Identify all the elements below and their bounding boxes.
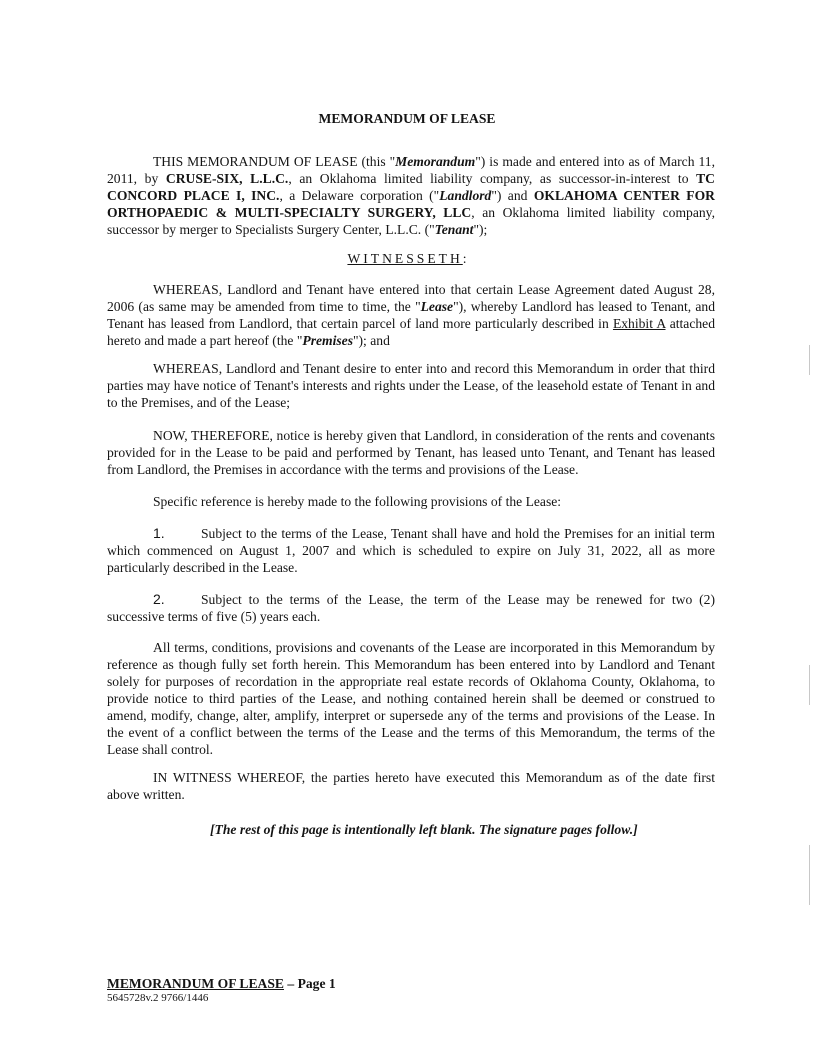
scan-margin-mark [809, 665, 810, 705]
provision-1-text: Subject to the terms of the Lease, Tenant shall have and hold the Premises for an initial term which commenced on August 1, 2007 and which is scheduled to expire on July 31, 2022, all as more particularly described in the Lease. [107, 526, 715, 575]
footer-title: MEMORANDUM OF LEASE [107, 976, 284, 991]
specific-reference-paragraph [107, 493, 715, 510]
intro-text-6: , an Oklahoma limited liability company, successor by merger to Specialists Surgery Center, L.L.C. (" [107, 205, 715, 237]
in-witness-text: IN WITNESS WHEREOF, the parties hereto have executed this Memorandum as of the date first above written. [107, 770, 715, 802]
witnesseth-heading [107, 250, 707, 267]
page-footer [107, 975, 336, 1005]
document-title: MEMORANDUM OF LEASE [318, 111, 496, 126]
intro-text-2: ") is made and entered into as of March 11, 2011, by [107, 154, 715, 186]
provision-1 [107, 525, 715, 576]
in-witness-paragraph [107, 769, 715, 803]
now-therefore-text: NOW, THEREFORE, notice is hereby given that Landlord, in consideration of the rents and covenants provided for in the Lease to be paid and performed by Tenant, has leased unto Tenant, and Tenant has leased from Landlord, the Premises in accordance with the terms and provisions of the Lease. [107, 428, 715, 477]
intro-text-5: ") and [491, 188, 534, 203]
memorandum-term: Memorandum [395, 154, 476, 169]
whereas-paragraph-1 [107, 281, 715, 349]
whereas1-text-1: WHEREAS, Landlord and Tenant have entered into that certain Lease Agreement dated August 28, 2006 (as same may be amended from time to time, the " [107, 282, 715, 314]
now-therefore-paragraph [107, 427, 715, 478]
footer-page-label: – Page 1 [283, 976, 336, 991]
premises-term: Premises [302, 333, 353, 348]
intro-text-4: , a Delaware corporation (" [279, 188, 440, 203]
intro-text-7: "); [473, 222, 488, 237]
provision-2-number: 2. [153, 591, 165, 607]
footer-doc-id: 5645728v.2 9766/1446 [107, 992, 209, 1004]
lease-term: Lease [420, 299, 454, 314]
whereas1-text-3: attached hereto and made a part hereof (the " [107, 316, 715, 348]
whereas-paragraph-2 [107, 360, 715, 411]
whereas1-text-2: "), whereby Landlord has leased to Tenant, and Tenant has leased from Landlord, that certain parcel of land more particularly described in [107, 299, 716, 331]
witnesseth-colon: : [462, 251, 467, 266]
exhibit-a-reference: Exhibit A [612, 316, 666, 331]
provision-2 [107, 591, 715, 625]
blank-page-note: [The rest of this page is intentionally left blank. The signature pages follow.] [210, 822, 638, 837]
intro-text-1: THIS MEMORANDUM OF LEASE (this " [153, 154, 396, 169]
scan-margin-mark [809, 345, 810, 375]
witnesseth-text: WITNESSETH [347, 251, 463, 266]
intro-text-3: , an Oklahoma limited liability company, as successor-in-interest to [288, 171, 697, 186]
all-terms-text: All terms, conditions, provisions and covenants of the Lease are incorporated in this Memorandum by reference as though fully set forth herein. This Memorandum has been entered into by Landlord and Tenant solely for purposes of recordation in the appropriate real estate records of Oklahoma County, Oklahoma, to provide notice to third parties of the Lease, and nothing contained herein shall be deemed or construed to amend, modify, change, alter, amplify, interpret or supersede any of the terms and provisions of the Lease. In the event of a conflict between the terms of the Lease and the terms of this Memorandum, the terms of the Lease shall control. [107, 640, 715, 757]
scan-margin-mark [809, 845, 810, 905]
provision-2-text: Subject to the terms of the Lease, the term of the Lease may be renewed for two (2) successive terms of five (5) years each. [107, 592, 715, 624]
party-oklahoma-center: OKLAHOMA CENTER FOR ORTHOPAEDIC & MULTI-SPECIALTY SURGERY, LLC [107, 188, 715, 220]
whereas1-text-4: "); and [352, 333, 390, 348]
provision-1-number: 1. [153, 525, 165, 541]
landlord-term: Landlord [439, 188, 492, 203]
party-cruse-six: CRUSE-SIX, L.L.C. [165, 171, 289, 186]
party-tc-concord: TC CONCORD PLACE I, INC. [107, 171, 715, 203]
specific-reference-text: Specific reference is hereby made to the following provisions of the Lease: [153, 494, 562, 509]
intro-paragraph [107, 153, 715, 238]
whereas2-text: WHEREAS, Landlord and Tenant desire to enter into and record this Memorandum in order that third parties may have notice of Tenant's interests and rights under the Lease, of the leasehold estate of Tenant in and to the Premises, and of the Lease; [107, 361, 715, 410]
footer-title-line [107, 975, 336, 992]
tenant-term: Tenant [434, 222, 474, 237]
all-terms-paragraph [107, 639, 715, 758]
